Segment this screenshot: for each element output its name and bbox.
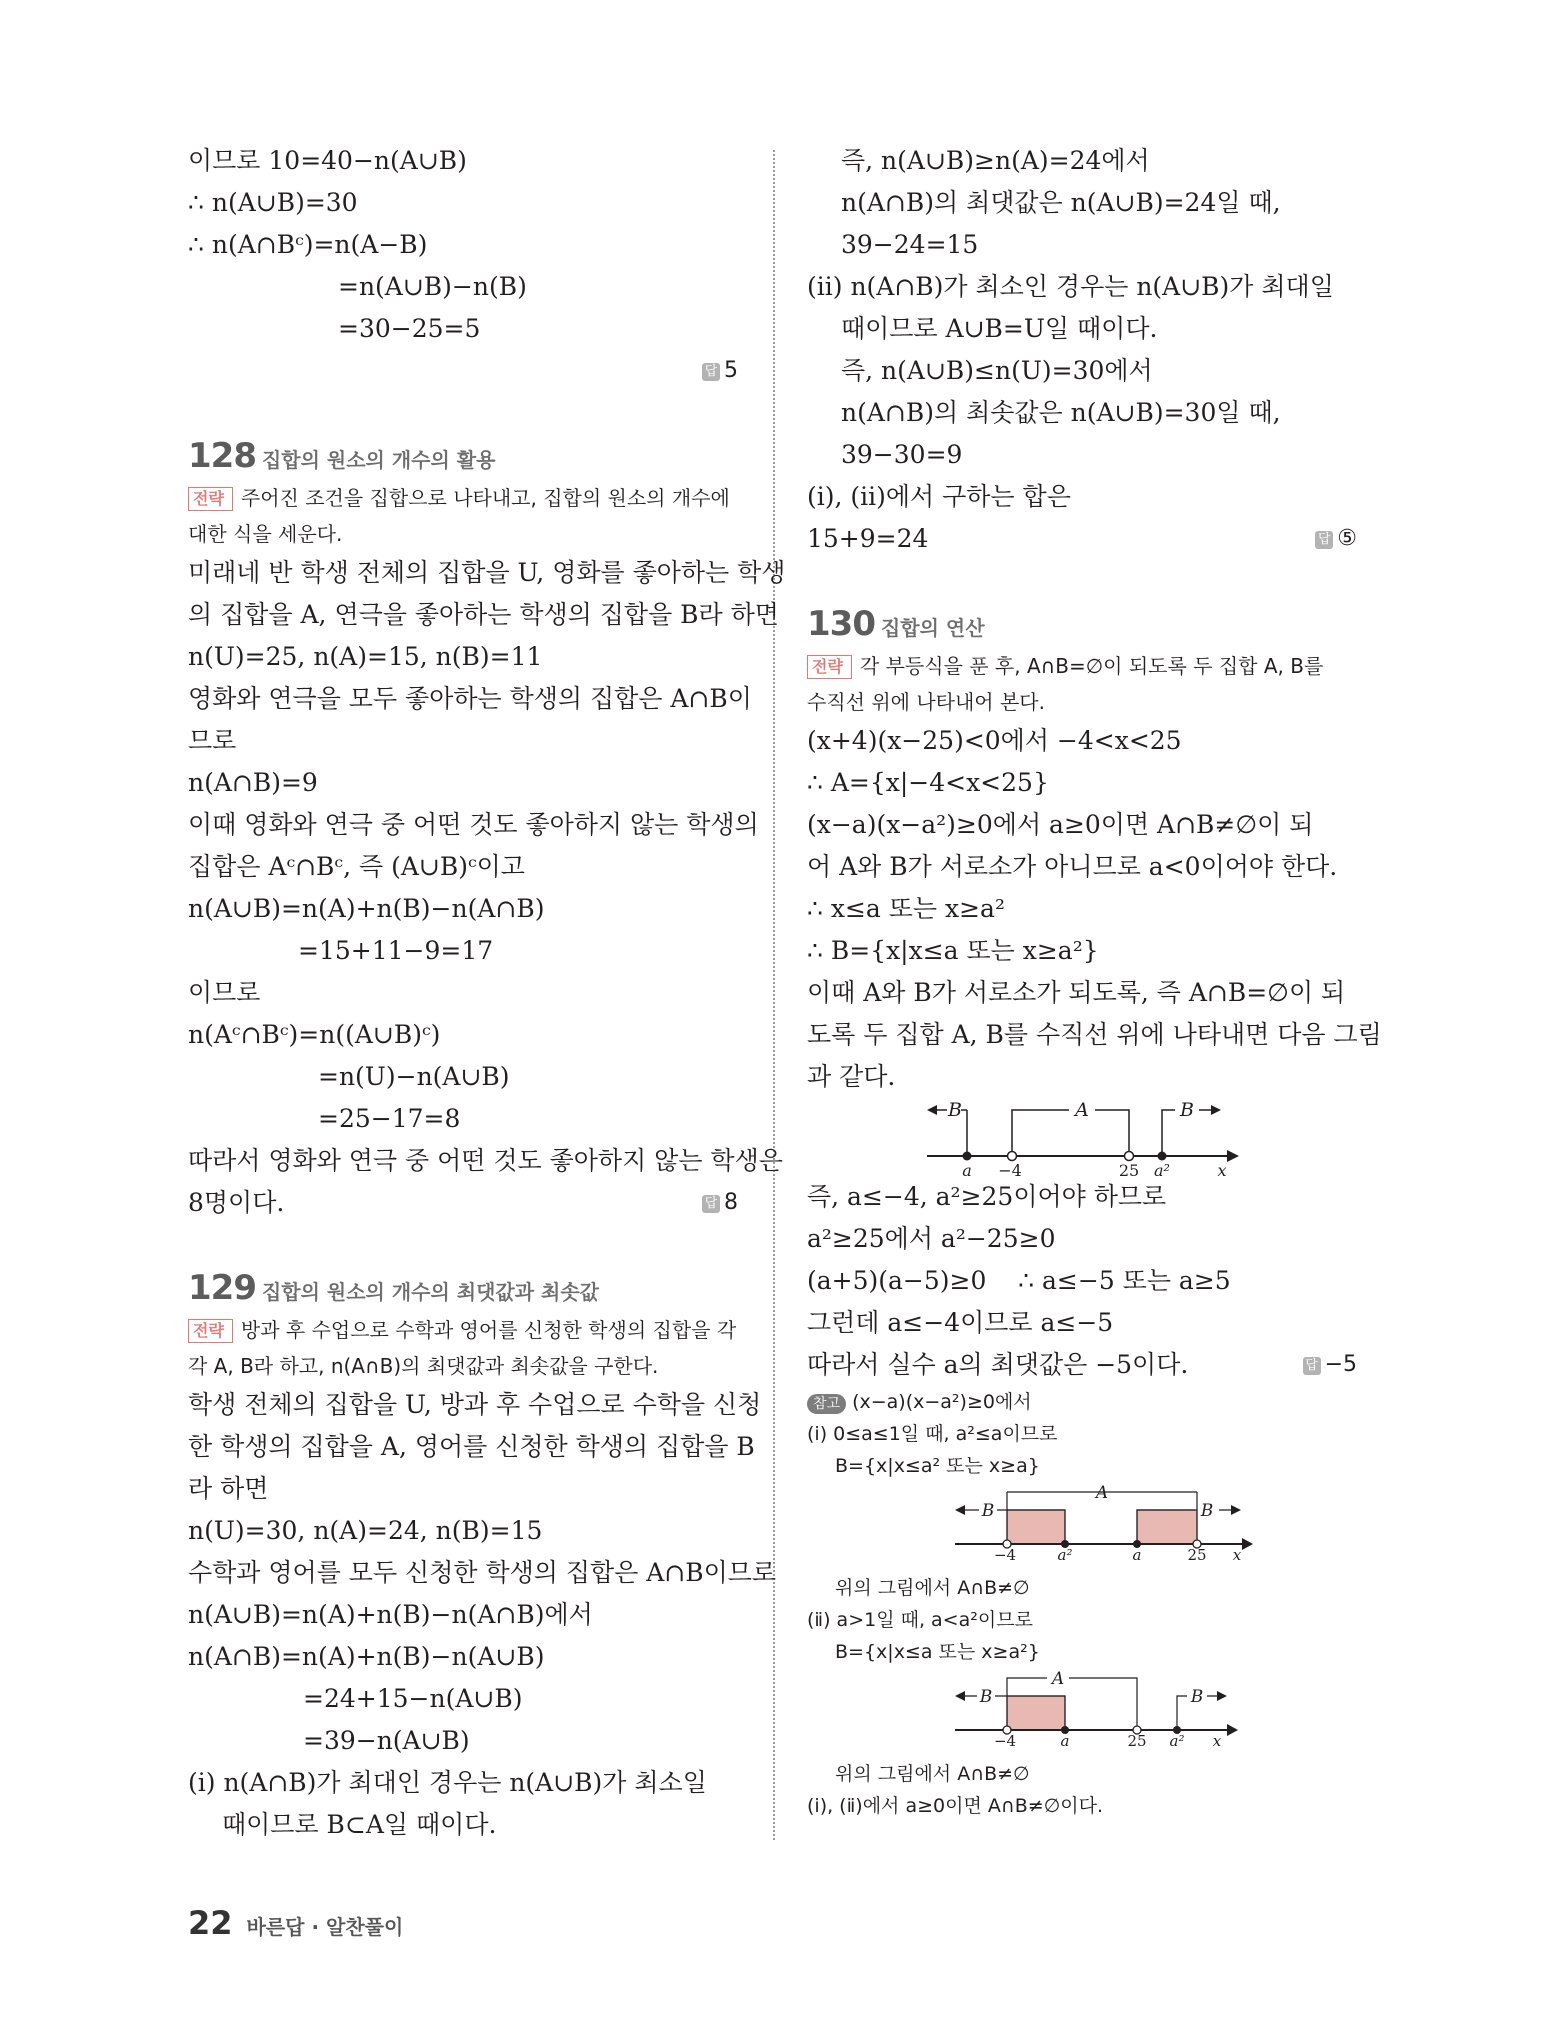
text-fragment: 8명이다. bbox=[188, 1188, 285, 1217]
text-line: =25−17=8 bbox=[318, 1104, 461, 1133]
note-line bbox=[807, 1386, 1357, 1418]
strategy-tag: 전략 bbox=[188, 487, 233, 511]
text-line bbox=[188, 1182, 738, 1224]
tick-label: a bbox=[962, 1161, 972, 1176]
open-point bbox=[1008, 1152, 1017, 1161]
text-line: 미래네 반 학생 전체의 집합을 U, 영화를 좋아하는 학생 bbox=[188, 558, 786, 587]
text-line: ∴ B={x|x≤a 또는 x≥a²} bbox=[807, 936, 1099, 965]
text-line: ∴ n(A∪B)=30 bbox=[188, 188, 358, 217]
closed-point bbox=[1158, 1152, 1167, 1161]
text-line: 어 A와 B가 서로소가 아니므로 a<0이어야 한다. bbox=[807, 852, 1338, 881]
tick-label: a² bbox=[1169, 1732, 1185, 1746]
text-line: n(Aᶜ∩Bᶜ)=n((A∪B)ᶜ) bbox=[188, 1020, 441, 1049]
set-label: A bbox=[1051, 1669, 1065, 1689]
strategy-line: 수직선 위에 나타내어 본다. bbox=[807, 690, 1045, 714]
text-line: n(A∪B)=n(A)+n(B)−n(A∩B)에서 bbox=[188, 1600, 593, 1629]
tick-label: a bbox=[1132, 1546, 1142, 1560]
text-line: 따라서 영화와 연극 중 어떤 것도 좋아하지 않는 학생은 bbox=[188, 1146, 783, 1175]
tick-label: a bbox=[1060, 1732, 1070, 1746]
text-line: =n(A∪B)−n(B) bbox=[338, 272, 527, 301]
answer-icon: 답 bbox=[702, 363, 720, 381]
text-line: =39−n(A∪B) bbox=[303, 1726, 470, 1755]
strategy-tag: 전략 bbox=[807, 655, 852, 679]
problem-title: 집합의 연산 bbox=[880, 616, 985, 640]
strategy-text: 주어진 조건을 집합으로 나타내고, 집합의 원소의 개수에 bbox=[240, 486, 730, 510]
text-line: 수학과 영어를 모두 신청한 학생의 집합은 A∩B이므로 bbox=[188, 1558, 777, 1587]
tick-label: x bbox=[1217, 1161, 1227, 1176]
answer-line bbox=[188, 350, 738, 392]
left-arrow-icon bbox=[927, 1105, 937, 1115]
answer-value: 5 bbox=[724, 358, 738, 383]
text-line: 즉, n(A∪B)≥n(A)=24에서 bbox=[841, 146, 1150, 175]
answer-icon: 답 bbox=[1315, 531, 1333, 549]
closed-point bbox=[963, 1152, 972, 1161]
problem-title: 집합의 원소의 개수의 활용 bbox=[261, 448, 496, 472]
note-line: B={x|x≤a² 또는 x≥a} bbox=[835, 1455, 1040, 1477]
answer-value: 8 bbox=[724, 1190, 738, 1215]
text-line: 그런데 a≤−4이므로 a≤−5 bbox=[807, 1308, 1114, 1337]
strategy-line bbox=[807, 648, 1357, 684]
text-line: n(A∩B)=n(A)+n(B)−n(A∪B) bbox=[188, 1642, 545, 1671]
problem-header-130 bbox=[807, 600, 1357, 648]
shaded-region bbox=[1007, 1696, 1065, 1730]
text-line: 때이므로 B⊂A일 때이다. bbox=[222, 1810, 497, 1839]
strategy-line: 대한 식을 세운다. bbox=[188, 522, 343, 546]
strategy-text: 방과 후 수업으로 수학과 영어를 신청한 학생의 집합을 각 bbox=[240, 1318, 737, 1342]
text-line: (ⅰ), (ⅱ)에서 구하는 합은 bbox=[807, 482, 1071, 511]
set-label: B bbox=[1180, 1099, 1194, 1121]
note-line: B={x|x≤a 또는 x≥a²} bbox=[835, 1641, 1040, 1663]
text-line: 39−30=9 bbox=[841, 440, 963, 469]
answer-mark bbox=[1315, 518, 1357, 560]
book-title: 바른답 · 알찬풀이 bbox=[246, 1915, 404, 1939]
strategy-tag: 전략 bbox=[188, 1319, 233, 1343]
text-line: (a+5)(a−5)≥0 ∴ a≤−5 또는 a≥5 bbox=[807, 1266, 1231, 1295]
strategy-line bbox=[188, 1312, 738, 1348]
page-footer bbox=[188, 1905, 403, 1941]
left-column bbox=[188, 140, 786, 1846]
note-line: 위의 그림에서 A∩B≠∅ bbox=[835, 1577, 1030, 1599]
text-line: =30−25=5 bbox=[338, 314, 481, 343]
text-line: 즉, n(A∪B)≤n(U)=30에서 bbox=[841, 356, 1153, 385]
left-arrow-icon bbox=[955, 1691, 965, 1701]
text-line: (ⅰ) n(A∩B)가 최대인 경우는 n(A∪B)가 최소일 bbox=[188, 1768, 707, 1797]
tick-label: 25 bbox=[1187, 1546, 1207, 1560]
note-text: (x−a)(x−a²)≥0에서 bbox=[852, 1391, 1032, 1413]
tick-label: −4 bbox=[993, 1546, 1017, 1560]
answer-icon: 답 bbox=[702, 1195, 720, 1213]
text-line: =n(U)−n(A∪B) bbox=[318, 1062, 510, 1091]
set-label: A bbox=[1095, 1483, 1109, 1503]
answer-mark bbox=[702, 1182, 738, 1224]
strategy-line bbox=[188, 480, 738, 516]
problem-number: 128 bbox=[188, 436, 256, 476]
note-tag: 참고 bbox=[807, 1394, 846, 1414]
set-label: B bbox=[1200, 1501, 1214, 1521]
text-line: 의 집합을 A, 연극을 좋아하는 학생의 집합을 B라 하면 bbox=[188, 600, 779, 629]
text-line: n(A∪B)=n(A)+n(B)−n(A∩B) bbox=[188, 894, 545, 923]
text-line: (ⅱ) n(A∩B)가 최소인 경우는 n(A∪B)가 최대일 bbox=[807, 272, 1334, 301]
problem-number: 130 bbox=[807, 604, 875, 644]
left-arrow-icon bbox=[955, 1505, 965, 1515]
text-line: n(U)=30, n(A)=24, n(B)=15 bbox=[188, 1516, 543, 1545]
number-line-figure-1 bbox=[807, 1098, 1357, 1176]
right-column bbox=[807, 140, 1382, 1822]
tick-label: a² bbox=[1154, 1161, 1170, 1176]
tick-label: a² bbox=[1057, 1546, 1073, 1560]
right-arrow-icon bbox=[1217, 1691, 1227, 1701]
text-line: (x+4)(x−25)<0에서 −4<x<25 bbox=[807, 726, 1182, 755]
axis-arrow-icon bbox=[1227, 1724, 1238, 1736]
set-label: B bbox=[981, 1501, 995, 1521]
text-line: 영화와 연극을 모두 좋아하는 학생의 집합은 A∩B이 bbox=[188, 684, 752, 713]
text-fragment: 따라서 실수 a의 최댓값은 −5이다. bbox=[807, 1350, 1189, 1379]
problem-header-128 bbox=[188, 432, 738, 480]
text-line: ∴ n(A∩Bᶜ)=n(A−B) bbox=[188, 230, 428, 259]
text-line: 집합은 Aᶜ∩Bᶜ, 즉 (A∪B)ᶜ이고 bbox=[188, 852, 525, 881]
tick-label: 25 bbox=[1118, 1161, 1140, 1176]
set-label: A bbox=[1075, 1099, 1089, 1121]
strategy-text: 각 부등식을 푼 후, A∩B=∅이 되도록 두 집합 A, B를 bbox=[859, 654, 1324, 678]
answer-icon: 답 bbox=[1303, 1357, 1321, 1375]
shaded-region bbox=[1137, 1510, 1197, 1544]
axis-arrow-icon bbox=[1227, 1150, 1239, 1162]
problem-number: 129 bbox=[188, 1268, 256, 1308]
text-line: 도록 두 집합 A, B를 수직선 위에 나타내면 다음 그림 bbox=[807, 1020, 1382, 1049]
text-line: 이므로 10=40−n(A∪B) bbox=[188, 146, 467, 175]
tick-label: −4 bbox=[998, 1161, 1022, 1176]
text-line: ∴ x≤a 또는 x≥a² bbox=[807, 894, 1005, 923]
problem-header-129 bbox=[188, 1264, 738, 1312]
open-point bbox=[1125, 1152, 1134, 1161]
tick-label: x bbox=[1232, 1546, 1242, 1560]
text-line: 라 하면 bbox=[188, 1474, 269, 1503]
text-line: 39−24=15 bbox=[841, 230, 979, 259]
tick-label: 25 bbox=[1127, 1732, 1147, 1746]
text-line bbox=[807, 518, 1357, 560]
answer-value: ⑤ bbox=[1337, 526, 1357, 551]
right-arrow-icon bbox=[1211, 1105, 1221, 1115]
right-arrow-icon bbox=[1231, 1505, 1241, 1515]
text-line: n(A∩B)의 최댓값은 n(A∪B)=24일 때, bbox=[841, 188, 1281, 217]
text-line: 과 같다. bbox=[807, 1062, 896, 1091]
text-line: n(U)=25, n(A)=15, n(B)=11 bbox=[188, 642, 543, 671]
answer-value: −5 bbox=[1324, 1352, 1357, 1377]
answer-mark bbox=[1303, 1344, 1357, 1386]
note-line: (ⅰ) 0≤a≤1일 때, a²≤a이므로 bbox=[807, 1423, 1058, 1445]
note-line: 위의 그림에서 A∩B≠∅ bbox=[835, 1763, 1030, 1785]
text-line: =15+11−9=17 bbox=[298, 936, 494, 965]
set-label: B bbox=[948, 1099, 962, 1121]
axis-arrow-icon bbox=[1242, 1538, 1253, 1550]
text-line: a²≥25에서 a²−25≥0 bbox=[807, 1224, 1056, 1253]
problem-title: 집합의 원소의 개수의 최댓값과 최솟값 bbox=[261, 1280, 599, 1304]
text-line: =24+15−n(A∪B) bbox=[303, 1684, 523, 1713]
text-line: 때이므로 A∪B=U일 때이다. bbox=[841, 314, 1158, 343]
strategy-line: 각 A, B라 하고, n(A∩B)의 최댓값과 최솟값을 구한다. bbox=[188, 1354, 659, 1378]
note-line: (ⅰ), (ⅱ)에서 a≥0이면 A∩B≠∅이다. bbox=[807, 1795, 1104, 1817]
text-line: n(A∩B)=9 bbox=[188, 768, 318, 797]
text-line: 이때 A와 B가 서로소가 되도록, 즉 A∩B=∅이 되 bbox=[807, 978, 1346, 1007]
text-line: 학생 전체의 집합을 U, 방과 후 수업으로 수학을 신청 bbox=[188, 1390, 762, 1419]
shaded-region bbox=[1007, 1510, 1065, 1544]
text-line: 이때 영화와 연극 중 어떤 것도 좋아하지 않는 학생의 bbox=[188, 810, 759, 839]
text-line: n(A∩B)의 최솟값은 n(A∪B)=30일 때, bbox=[841, 398, 1281, 427]
text-line: 이므로 bbox=[188, 978, 261, 1007]
text-line bbox=[807, 1344, 1357, 1386]
text-line: 한 학생의 집합을 A, 영어를 신청한 학생의 집합을 B bbox=[188, 1432, 755, 1461]
number-line-figure-2 bbox=[807, 1482, 1357, 1560]
text-line: (x−a)(x−a²)≥0에서 a≥0이면 A∩B≠∅이 되 bbox=[807, 810, 1314, 839]
number-line-figure-3 bbox=[807, 1668, 1357, 1746]
page-number: 22 bbox=[188, 1904, 233, 1942]
text-line: ∴ A={x|−4<x<25} bbox=[807, 768, 1049, 797]
tick-label: x bbox=[1212, 1732, 1222, 1746]
text-fragment: 15+9=24 bbox=[807, 524, 929, 553]
note-line: (ⅱ) a>1일 때, a<a²이므로 bbox=[807, 1609, 1033, 1631]
tick-label: −4 bbox=[993, 1732, 1017, 1746]
set-label: B bbox=[1190, 1687, 1204, 1707]
text-line: 즉, a≤−4, a²≥25이어야 하므로 bbox=[807, 1182, 1167, 1211]
set-label: B bbox=[979, 1687, 993, 1707]
text-line: 므로 bbox=[188, 726, 237, 755]
